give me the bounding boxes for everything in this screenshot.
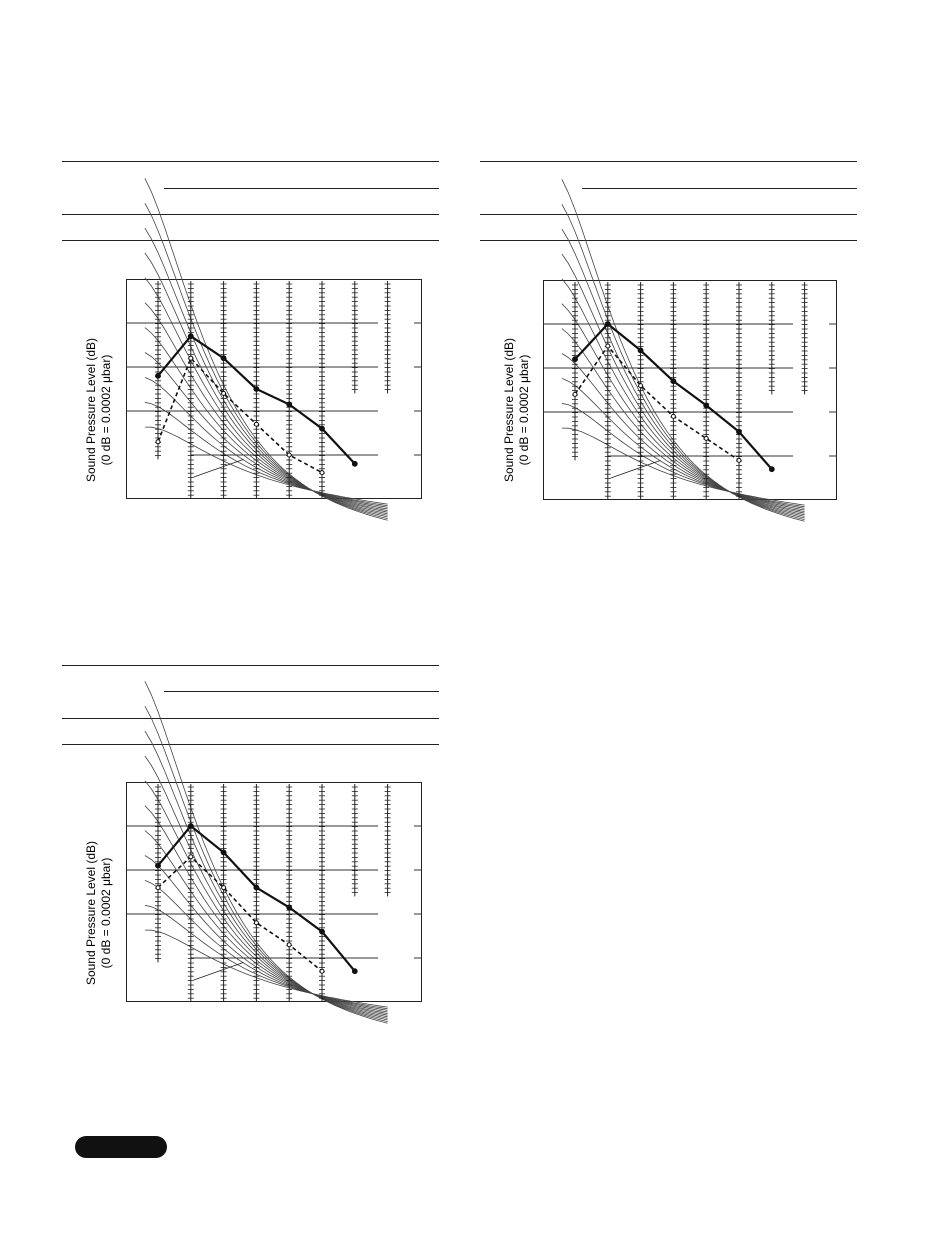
data-point bbox=[352, 969, 357, 974]
data-point bbox=[254, 921, 258, 925]
data-point bbox=[222, 886, 226, 890]
y-axis-label-line2: (0 dB = 0.0002 μbar) bbox=[99, 354, 113, 466]
data-point bbox=[704, 403, 709, 408]
data-point bbox=[573, 392, 577, 396]
nc-reference-curve bbox=[145, 681, 388, 1023]
y-axis-label bbox=[502, 335, 534, 485]
data-point bbox=[639, 384, 643, 388]
nc-reference-curve bbox=[145, 856, 388, 1013]
y-axis-label-line1: Sound Pressure Level (dB) bbox=[84, 840, 98, 986]
nc-reference-curve bbox=[145, 303, 388, 513]
data-point bbox=[188, 334, 193, 339]
data-point bbox=[287, 402, 292, 407]
leader-line bbox=[194, 459, 244, 477]
table-rule bbox=[62, 665, 439, 666]
data-point bbox=[769, 467, 774, 472]
data-point bbox=[254, 387, 259, 392]
data-point bbox=[156, 886, 160, 890]
data-point bbox=[737, 458, 741, 462]
data-point bbox=[156, 863, 161, 868]
data-point bbox=[671, 379, 676, 384]
data-point bbox=[156, 440, 160, 444]
table-rule bbox=[62, 718, 439, 719]
table-rule bbox=[480, 240, 857, 241]
nc-reference-curve bbox=[145, 880, 388, 1010]
y-axis-label bbox=[84, 335, 116, 485]
data-point bbox=[189, 855, 193, 859]
y-axis-label-line1: Sound Pressure Level (dB) bbox=[84, 337, 98, 483]
table-rule bbox=[164, 188, 439, 189]
y-axis-label-line2: (0 dB = 0.0002 μbar) bbox=[517, 354, 531, 466]
nc-reference-curve bbox=[562, 378, 805, 508]
leader-line bbox=[611, 460, 661, 478]
nc-chart bbox=[126, 782, 422, 1002]
data-point bbox=[671, 414, 675, 418]
table-rule bbox=[62, 214, 439, 215]
leader-line bbox=[194, 962, 244, 980]
data-point bbox=[188, 824, 193, 829]
nc-reference-curve bbox=[145, 377, 388, 507]
data-point bbox=[287, 453, 291, 457]
nc-reference-curve bbox=[562, 204, 805, 519]
table-rule bbox=[62, 240, 439, 241]
data-point bbox=[737, 429, 742, 434]
data-point bbox=[287, 943, 291, 947]
data-point bbox=[287, 905, 292, 910]
nc-reference-curve bbox=[145, 328, 388, 511]
table-rule bbox=[62, 744, 439, 745]
data-point bbox=[605, 322, 610, 327]
data-point bbox=[156, 373, 161, 378]
nc-reference-curve bbox=[145, 831, 388, 1014]
data-point bbox=[221, 356, 226, 361]
nc-reference-curve bbox=[145, 203, 388, 518]
y-axis-label-line2: (0 dB = 0.0002 μbar) bbox=[99, 857, 113, 969]
nc-reference-curve bbox=[562, 179, 805, 521]
data-point bbox=[189, 356, 193, 360]
nc-reference-curve bbox=[562, 354, 805, 511]
table-rule bbox=[62, 161, 439, 162]
data-point bbox=[320, 969, 324, 973]
data-point bbox=[638, 348, 643, 353]
page-number-tab bbox=[75, 1136, 167, 1158]
nc-reference-curve bbox=[145, 930, 388, 1007]
data-point bbox=[320, 471, 324, 475]
series-line-dashed bbox=[575, 346, 739, 460]
data-point bbox=[320, 426, 325, 431]
nc-reference-curve bbox=[145, 731, 388, 1020]
data-point bbox=[606, 344, 610, 348]
data-point bbox=[221, 850, 226, 855]
data-point bbox=[222, 391, 226, 395]
data-point bbox=[352, 461, 357, 466]
data-point bbox=[254, 422, 258, 426]
nc-reference-curve bbox=[145, 427, 388, 504]
data-point bbox=[254, 885, 259, 890]
y-axis-label-line1: Sound Pressure Level (dB) bbox=[502, 337, 516, 483]
nc-reference-curve bbox=[562, 229, 805, 518]
y-axis-label bbox=[84, 838, 116, 988]
nc-reference-curve bbox=[145, 706, 388, 1021]
table-rule bbox=[480, 214, 857, 215]
nc-reference-curve bbox=[145, 353, 388, 510]
data-point bbox=[320, 929, 325, 934]
nc-chart bbox=[126, 279, 422, 499]
table-rule bbox=[164, 691, 439, 692]
data-point bbox=[704, 436, 708, 440]
data-point bbox=[573, 357, 578, 362]
nc-chart bbox=[543, 280, 837, 500]
nc-reference-curve bbox=[562, 329, 805, 512]
nc-reference-curve bbox=[145, 228, 388, 517]
table-rule bbox=[480, 161, 857, 162]
table-rule bbox=[582, 188, 857, 189]
